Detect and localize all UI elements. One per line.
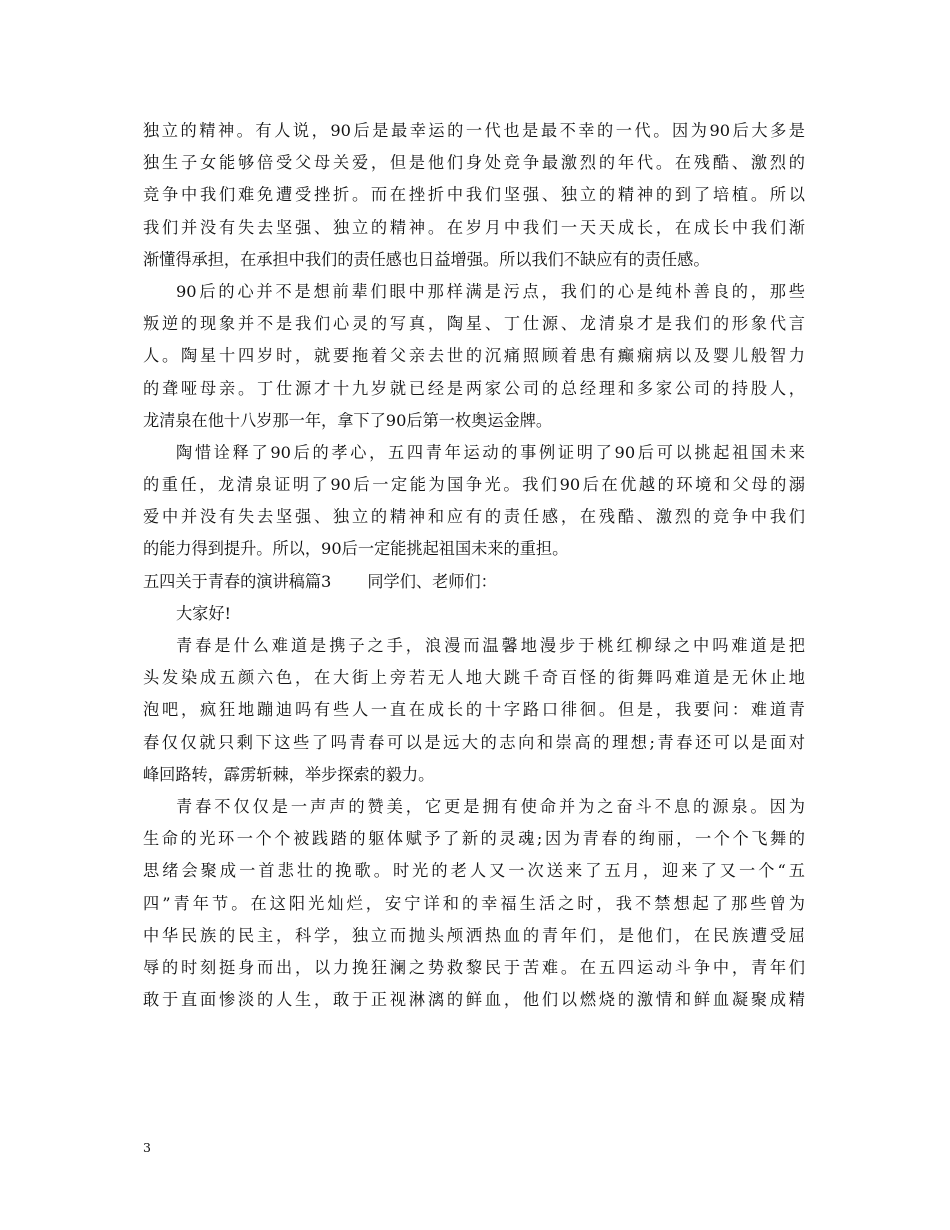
text-line: 的能力得到提升。所以，90后一定能挑起祖国未来的重担。: [143, 539, 569, 559]
text-line: 竞争中我们难免遭受挫折。而在挫折中我们坚强、独立的精神的到了培植。所以: [143, 185, 805, 205]
text-line: 独生子女能够倍受父母关爱，但是他们身处竞争最激烈的年代。在残酷、激烈的: [143, 153, 805, 173]
page-number: 3: [143, 1140, 151, 1155]
text-line: 我们并没有失去坚强、独立的精神。在岁月中我们一天天成长，在成长中我们渐: [143, 217, 805, 237]
paragraph-2: [143, 276, 805, 437]
text-line: 龙清泉在他十八岁那一年，拿下了90后第一枚奥运金牌。: [143, 410, 553, 430]
text-line: 的重任，龙清泉证明了90后一定能为国争光。我们90后在优越的环境和父母的溺: [143, 475, 805, 495]
text-line: 叛逆的现象并不是我们心灵的写真，陶星、丁仕源、龙清泉才是我们的形象代言: [143, 314, 805, 334]
text-line: 峰回路转，霹雳斩棘，举步探索的毅力。: [143, 764, 435, 784]
text-line: 泡吧，疯狂地蹦迪吗有些人一直在成长的十字路口徘徊。但是，我要问：难道青: [143, 700, 805, 720]
text-line: 生命的光环一个个被践踏的躯体赋予了新的灵魂;因为青春的绚丽，一个个飞舞的: [143, 829, 805, 849]
text-line: 中华民族的民主，科学，独立而抛头颅洒热血的青年们，是他们，在民族遭受屈: [143, 925, 805, 945]
speech-heading: [143, 566, 805, 598]
text-line: 敢于直面惨淡的人生，敢于正视淋漓的鲜血，他们以燃烧的激情和鲜血凝聚成精: [143, 990, 805, 1010]
text-line: 春仅仅就只剩下这些了吗青春可以是远大的志向和崇高的理想;青春还可以是面对: [143, 732, 805, 752]
paragraph-1: [143, 115, 805, 276]
document-body: [143, 115, 805, 1016]
text-line: 思绪会聚成一首悲壮的挽歌。时光的老人又一次送来了五月，迎来了又一个“五: [143, 861, 805, 881]
text-line: 人。陶星十四岁时，就要拖着父亲去世的沉痛照顾着患有癫痫病以及婴儿般智力: [143, 346, 805, 366]
greeting: 大家好!: [176, 603, 232, 623]
text-line: 头发染成五颜六色，在大街上旁若无人地大跳千奇百怪的街舞吗难道是无休止地: [143, 668, 805, 688]
text-line: 青春是什么难道是携子之手，浪漫而温馨地漫步于桃红柳绿之中吗难道是把: [176, 636, 805, 655]
text-line: 青春不仅仅是一声声的赞美，它更是拥有使命并为之奋斗不息的源泉。因为: [176, 796, 805, 816]
text-line: 渐懂得承担，在承担中我们的责任感也日益增强。所以我们不缺应有的责任感。: [143, 249, 710, 269]
text-line: 独立的精神。有人说，90后是最幸运的一代也是最不幸的一代。因为90后大多是: [143, 121, 805, 140]
paragraph-4: [143, 630, 805, 791]
text-line: 的聋哑母亲。丁仕源才十九岁就已经是两家公司的总经理和多家公司的持股人，: [143, 378, 805, 398]
text-line: 陶惜诠释了90后的孝心，五四青年运动的事例证明了90后可以挑起祖国未来: [176, 442, 805, 462]
text-line: 爱中并没有失去坚强、独立的精神和应有的责任感，在残酷、激烈的竞争中我们: [143, 507, 805, 527]
text-line: 辱的时刻挺身而出，以力挽狂澜之势救黎民于苦难。在五四运动斗争中，青年们: [143, 957, 805, 977]
paragraph-5: [143, 791, 805, 1016]
speech-title: 五四关于青春的演讲稿篇3: [143, 571, 332, 591]
text-line: 90后的心并不是想前辈们眼中那样满是污点，我们的心是纯朴善良的，那些: [176, 281, 805, 301]
text-line: 四”青年节。在这阳光灿烂，安宁详和的幸福生活之时，我不禁想起了那些曾为: [143, 893, 805, 913]
paragraph-3: [143, 437, 805, 566]
speech-salutation: 同学们、老师们：: [367, 571, 497, 591]
